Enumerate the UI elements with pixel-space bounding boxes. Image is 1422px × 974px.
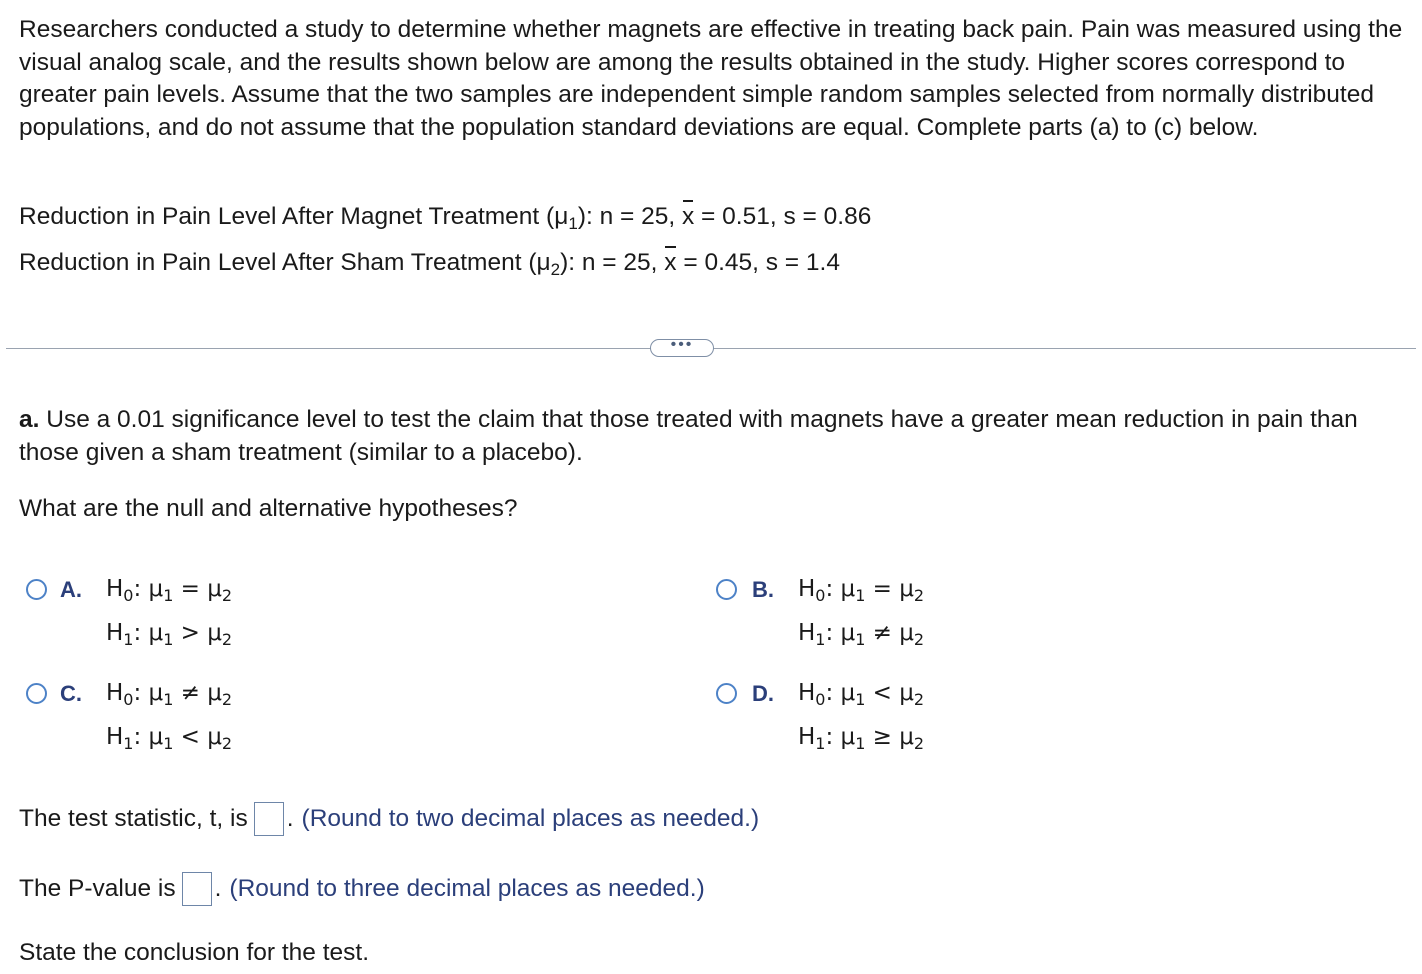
null-hypothesis: $H_0$: $\mu_1 < \mu_2$ bbox=[798, 680, 925, 709]
subscript: 2 bbox=[550, 260, 561, 279]
choice-letter: D. bbox=[752, 681, 774, 706]
null-hypothesis: $H_0$: $\mu_1 = \mu_2$ bbox=[106, 576, 233, 605]
radio-button-icon[interactable] bbox=[716, 579, 737, 600]
subscript: 1 bbox=[568, 214, 578, 233]
test-statistic-line bbox=[19, 802, 759, 836]
test-statistic-label: The test statistic, t, is bbox=[19, 805, 248, 832]
null-hypothesis: $H_0$: $\mu_1 = \mu_2$ bbox=[798, 576, 925, 605]
sample2-label: Reduction in Pain Level After Sham Treatment ( bbox=[19, 249, 537, 276]
null-hypothesis: $H_0$: $\mu_1 \ne \mu_2$ bbox=[106, 680, 233, 709]
mu-symbol: μ bbox=[536, 249, 551, 276]
ellipsis-icon[interactable]: ••• bbox=[650, 339, 714, 357]
mu-symbol: μ bbox=[554, 203, 569, 230]
p-value-input[interactable] bbox=[182, 872, 212, 906]
alternative-hypothesis: $H_1$: $\mu_1 \ne \mu_2$ bbox=[798, 620, 925, 649]
radio-button-icon[interactable] bbox=[716, 683, 737, 704]
choice-letter: B. bbox=[752, 577, 774, 602]
sample1-label: Reduction in Pain Level After Magnet Treatment ( bbox=[19, 203, 555, 230]
xbar-symbol: x bbox=[664, 249, 677, 276]
sample1-stats: = 0.51, s = 0.86 bbox=[694, 203, 872, 230]
alternative-hypothesis: $H_1$: $\mu_1 \ge \mu_2$ bbox=[798, 724, 925, 753]
alternative-hypothesis: $H_1$: $\mu_1 > \mu_2$ bbox=[106, 620, 233, 649]
part-a-text: Use a 0.01 significance level to test the claim that those treated with magnets have a greater mean reduction in pain than those given a sham treatment (similar to a placebo). bbox=[19, 406, 1358, 466]
period: . bbox=[214, 875, 222, 902]
conclusion-prompt: State the conclusion for the test. bbox=[19, 939, 370, 966]
hypotheses-prompt: What are the null and alternative hypotheses? bbox=[19, 495, 518, 522]
part-a-label: a. bbox=[19, 406, 40, 433]
p-value-line bbox=[19, 872, 705, 906]
p-value-label: The P-value is bbox=[19, 875, 176, 902]
choice-letter: A. bbox=[60, 577, 82, 602]
sample2-stats: = 0.45, s = 1.4 bbox=[676, 249, 840, 276]
period: . bbox=[286, 805, 294, 832]
rounding-hint: (Round to three decimal places as needed.) bbox=[229, 875, 705, 902]
problem-intro: Researchers conducted a study to determine whether magnets are effective in treating back pain. Pain was measured using the visual analog scale, and the results shown below are among the results obtained in the study. Higher scores correspond to greater pain levels. Assume that the two samples are independent simple random samples selected from normally distributed populations, and do not assume that the population standard deviations are equal. Complete parts (a) to (c) below. bbox=[19, 16, 1403, 141]
part-a-question bbox=[19, 404, 1404, 469]
xbar-symbol: x bbox=[682, 203, 695, 230]
radio-button-icon[interactable] bbox=[26, 683, 47, 704]
sample2-n: ): n = 25, bbox=[560, 249, 665, 276]
test-statistic-input[interactable] bbox=[254, 802, 284, 836]
sample1-n: ): n = 25, bbox=[577, 203, 682, 230]
sample2-line bbox=[19, 249, 840, 277]
alternative-hypothesis: $H_1$: $\mu_1 < \mu_2$ bbox=[106, 724, 233, 753]
sample1-line bbox=[19, 203, 871, 231]
radio-button-icon[interactable] bbox=[26, 579, 47, 600]
rounding-hint: (Round to two decimal places as needed.) bbox=[301, 805, 760, 832]
choice-letter: C. bbox=[60, 681, 82, 706]
